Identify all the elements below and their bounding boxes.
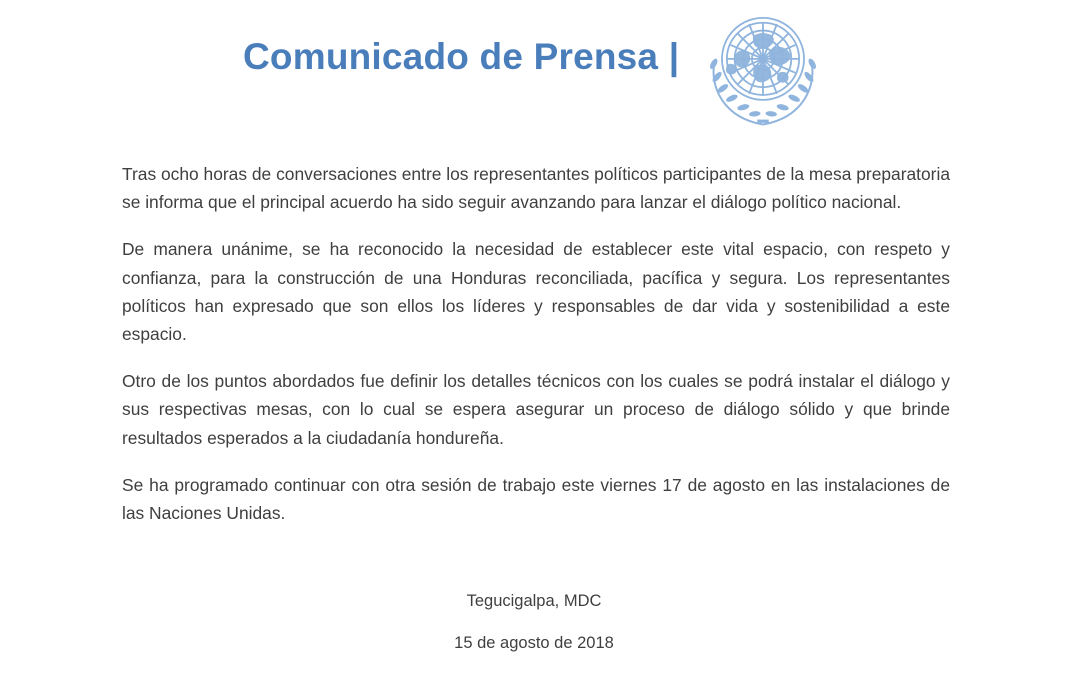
paragraph: De manera unánime, se ha reconocido la necesidad de establecer este vital espacio, con respeto y confianza, para la construcción de una Honduras reconciliada, pacífica y segura. Los representantes políticos han expresado que son ellos los líderes y responsables de dar vida y sostenibilidad a este espacio.: [122, 239, 950, 344]
signoff-date: 15 de agosto de 2018: [454, 634, 614, 652]
paragraph: Se ha programado continuar con otra sesión de trabajo este viernes 17 de agosto en las instalaciones de las Naciones Unidas.: [122, 474, 950, 523]
document-header: [0, 0, 1068, 145]
signoff-place: Tegucigalpa, MDC: [466, 592, 602, 610]
united-nations-emblem-icon: [680, 8, 846, 136]
paragraph: Tras ocho horas de conversaciones entre los representantes políticos participantes de la mesa preparatoria se informa que el principal acuerdo ha sido seguir avanzando para lanzar el diálogo político nacional.: [122, 164, 950, 213]
document-body: [122, 160, 950, 527]
page-title: Comunicado de Prensa |: [243, 36, 680, 77]
paragraph: Otro de los puntos abordados fue definir los detalles técnicos con los cuales se podrá instalar el diálogo y sus respectivas mesas, con lo cual se espera asegurar un proceso de diálogo sólido y que brinde resultados esperados a la ciudadanía hondureña.: [122, 371, 950, 448]
